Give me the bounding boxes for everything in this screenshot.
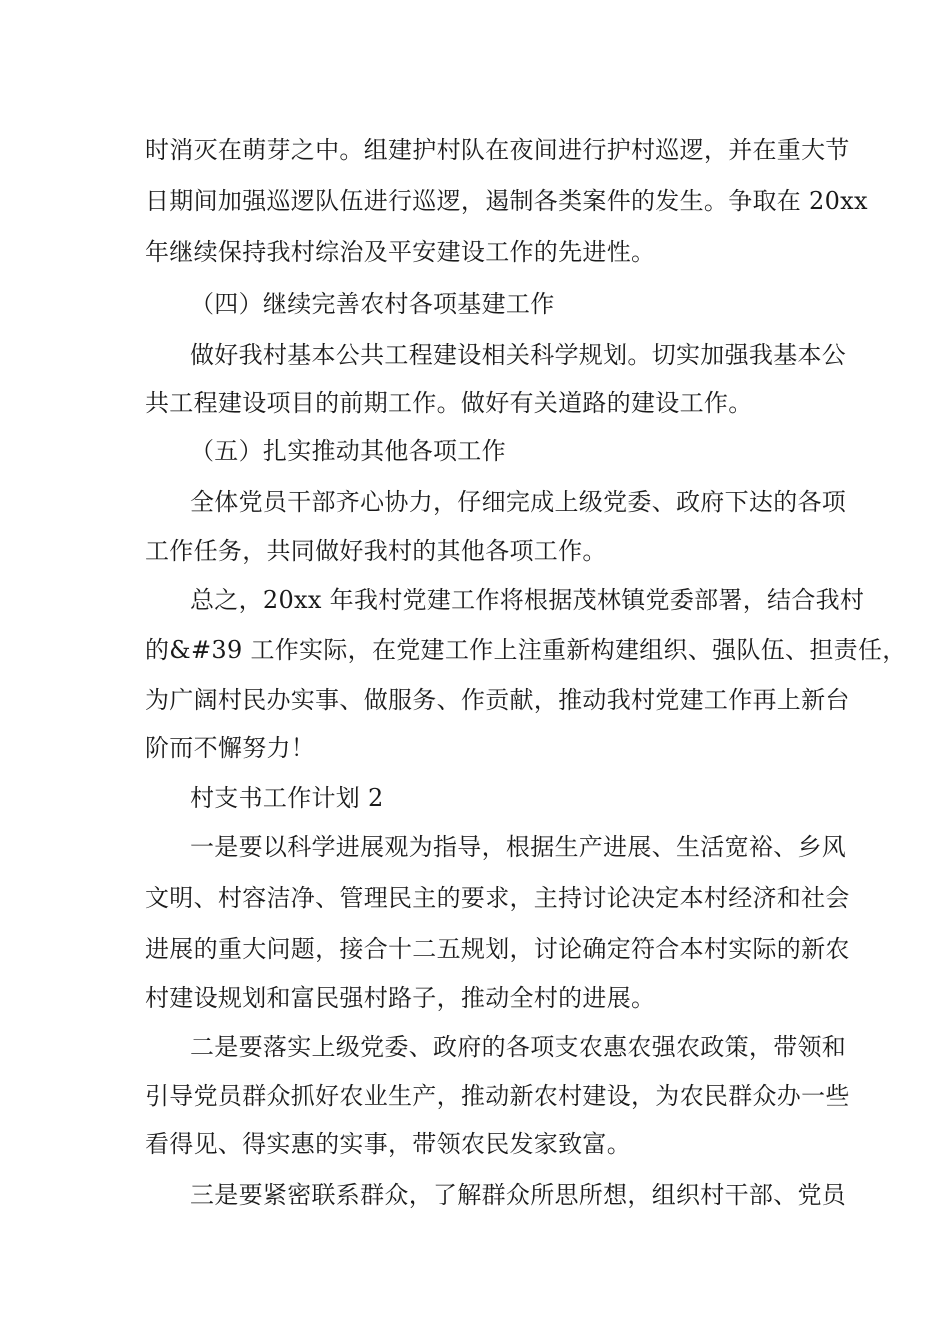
section-heading: （四）继续完善农村各项基建工作 bbox=[190, 290, 555, 318]
section-heading: 村支书工作计划 2 bbox=[190, 784, 384, 812]
paragraph-line: 做好我村基本公共工程建设相关科学规划。切实加强我基本公 bbox=[190, 341, 847, 369]
paragraph-line: 日期间加强巡逻队伍进行巡逻，遏制各类案件的发生。争取在 20xx bbox=[145, 187, 868, 215]
paragraph-line: 工作任务，共同做好我村的其他各项工作。 bbox=[145, 537, 607, 565]
paragraph-line: 二是要落实上级党委、政府的各项支农惠农强农政策，带领和 bbox=[190, 1033, 847, 1061]
paragraph-line: 文明、村容洁净、管理民主的要求，主持讨论决定本村经济和社会 bbox=[145, 884, 850, 912]
paragraph-line: 阶而不懈努力！ bbox=[145, 734, 316, 762]
paragraph-line: 看得见、得实惠的实事，带领农民发家致富。 bbox=[145, 1130, 631, 1158]
paragraph-line: 一是要以科学进展观为指导，根据生产进展、生活宽裕、乡风 bbox=[190, 833, 847, 861]
paragraph-line: 进展的重大问题，接合十二五规划，讨论确定符合本村实际的新农 bbox=[145, 935, 850, 963]
paragraph-line: 时消灭在萌芽之中。组建护村队在夜间进行护村巡逻，并在重大节 bbox=[145, 136, 850, 164]
paragraph-line: 全体党员干部齐心协力，仔细完成上级党委、政府下达的各项 bbox=[190, 488, 847, 516]
paragraph-line: 年继续保持我村综治及平安建设工作的先进性。 bbox=[145, 238, 656, 266]
paragraph-line: 的&#39 工作实际，在党建工作上注重新构建组织、强队伍、担责任， bbox=[145, 636, 907, 664]
section-heading: （五）扎实推动其他各项工作 bbox=[190, 437, 506, 465]
paragraph-line: 共工程建设项目的前期工作。做好有关道路的建设工作。 bbox=[145, 389, 753, 417]
paragraph-line: 为广阔村民办实事、做服务、作贡献，推动我村党建工作再上新台 bbox=[145, 686, 850, 714]
paragraph-line: 引导党员群众抓好农业生产，推动新农村建设，为农民群众办一些 bbox=[145, 1082, 850, 1110]
paragraph-line: 三是要紧密联系群众，了解群众所思所想，组织村干部、党员 bbox=[190, 1181, 847, 1209]
paragraph-line: 村建设规划和富民强村路子，推动全村的进展。 bbox=[145, 984, 656, 1012]
paragraph-line: 总之，20xx 年我村党建工作将根据茂林镇党委部署，结合我村 bbox=[190, 586, 865, 614]
